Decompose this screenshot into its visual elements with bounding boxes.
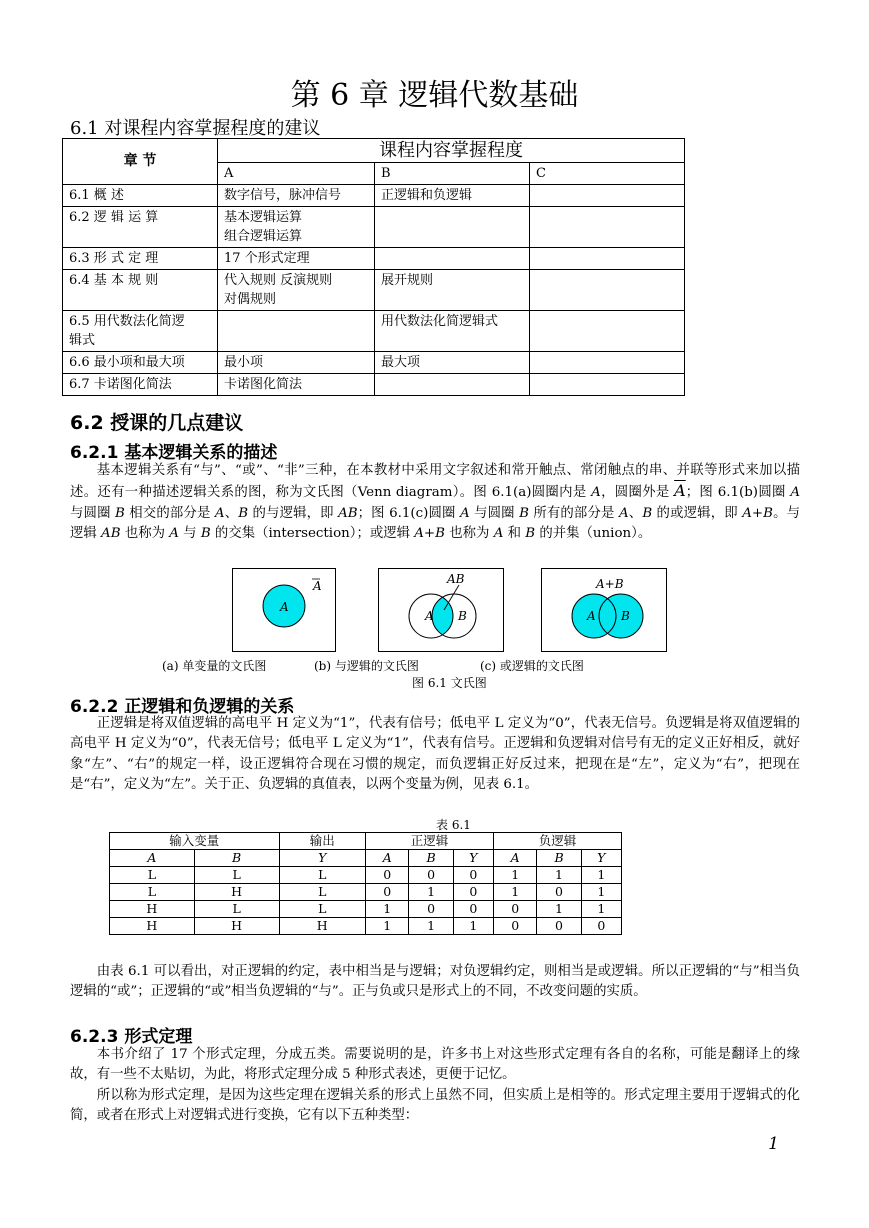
text-run: ；图 6.1(b)圆圈 <box>685 485 791 501</box>
row-level-b-cell <box>375 207 530 248</box>
sub-header-cell: A <box>110 850 195 867</box>
var-b: B <box>525 526 536 542</box>
paragraph-positive-negative-logic <box>70 714 800 796</box>
venn-c-apb-label: A+B <box>596 577 624 591</box>
venn-c-b-label: B <box>621 609 630 623</box>
course-table-row <box>63 374 685 396</box>
text-run: 、 <box>224 505 239 521</box>
truth-table-cell: 1 <box>581 867 621 884</box>
venn-b-b-label: B <box>458 609 467 623</box>
group-header-output: 输出 <box>279 833 365 850</box>
sub-header-cell: A <box>493 850 537 867</box>
text-run: ；图 6.1(c)圆圈 <box>357 505 460 521</box>
truth-table-cell: L <box>279 884 365 901</box>
var-a-plus-b: A+B <box>414 526 445 542</box>
truth-table-cell: 1 <box>409 884 453 901</box>
truth-table-cell: L <box>110 884 195 901</box>
text-run: 、 <box>628 505 643 521</box>
course-table-row <box>63 185 685 207</box>
var-b: B <box>115 505 125 521</box>
venn-b-a-label: A <box>425 609 434 623</box>
section-6-2-1-heading: 6.2.1 基本逻辑关系的描述 <box>70 443 278 463</box>
var-a-plus-b: A+B <box>742 505 773 521</box>
paragraph-formal-theorems <box>70 1045 800 1127</box>
var-a-bar: $\overline{A}$ <box>674 481 686 501</box>
row-level-c-cell <box>530 270 685 311</box>
section-6-1-heading: 6.1 对课程内容掌握程度的建议 <box>70 118 321 139</box>
text-run: ，圆圈外是 <box>600 485 675 501</box>
row-level-b-cell: 最大项 <box>375 352 530 374</box>
row-level-a-cell: 基本逻辑运算 组合逻辑运算 <box>218 207 375 248</box>
row-level-c-cell <box>530 311 685 352</box>
truth-table-cell: L <box>279 867 365 884</box>
text-run: 也称为 <box>120 526 170 542</box>
text-run: 也称为 <box>445 526 494 542</box>
text-run: 基本逻辑关系有“与”、“或”、“非”三种，在本教材中采用文字叙述和常开触点、常闭触点的串、并联等形式来加以描述。还有一种描述逻辑关系的图，称为文氏图（Venn diagram）。图 6.1(a)圆圈内是 <box>70 463 800 501</box>
row-level-a-cell <box>218 311 375 352</box>
row-level-b-cell: 正逻辑和负逻辑 <box>375 185 530 207</box>
venn-caption-a: (a) 单变量的文氏图 <box>162 659 267 673</box>
sub-header-cell: B <box>409 850 453 867</box>
truth-table-cell: 1 <box>493 867 537 884</box>
text-run: 。与逻辑 <box>70 505 800 542</box>
truth-table-row <box>110 918 622 935</box>
paragraph-text: 正逻辑是将双值逻辑的高电平 H 定义为“1”，代表有信号；低电平 L 定义为“0”，代表无信号。负逻辑是将双值逻辑的高电平 H 定义为“0”，代表无信号；低电平 L 定义为“1”，代表有信号。正逻辑和负逻辑对信号有无的定义正好相反，就好象“左”、“右”的规定一样，设正逻辑符合现在习惯的规定，而负逻辑正好反过来，把现在是“左”，定义为“右”，把现在是“右”，定义为“左”。关于正、负逻辑的真值表，以两个变量为例，见表 6.1。 <box>70 716 800 793</box>
section-6-2-2-heading: 6.2.2 正逻辑和负逻辑的关系 <box>70 697 295 717</box>
var-ab: AB <box>101 526 121 542</box>
truth-table-row <box>110 867 622 884</box>
venn-diagram-and <box>378 568 504 652</box>
truth-table-cell: H <box>194 884 279 901</box>
text-run: 与圆圈 <box>469 505 520 521</box>
text-run: 的或逻辑，即 <box>652 505 743 521</box>
row-level-a-cell: 代入规则 反演规则 对偶规则 <box>218 270 375 311</box>
paragraph-text: 由表 6.1 可以看出，对正逻辑的约定，表中相当是与逻辑；对负逻辑约定，则相当是或逻辑。所以正逻辑的“与”相当负逻辑的“或”；正逻辑的“或”相当负逻辑的“与”。正与负或只是形式上的不同，不改变问题的实质。 <box>70 964 800 1000</box>
row-level-a-cell: 最小项 <box>218 352 375 374</box>
text-run: 与 <box>178 526 201 542</box>
venn-caption-c: (c) 或逻辑的文氏图 <box>480 659 584 673</box>
paragraph-basic-logic <box>70 461 800 545</box>
venn-c-a-label: A <box>587 609 596 623</box>
course-table-row <box>63 352 685 374</box>
truth-table-cell: 0 <box>409 867 453 884</box>
truth-table-cell: L <box>194 901 279 918</box>
chapter-title: 第 6 章 逻辑代数基础 <box>290 78 579 113</box>
truth-table <box>109 832 622 935</box>
text-run: 和 <box>503 526 526 542</box>
truth-table-cell: 0 <box>453 901 493 918</box>
row-level-a-cell: 卡诺图化简法 <box>218 374 375 396</box>
truth-table-cell: 0 <box>493 918 537 935</box>
sub-header-cell: B <box>537 850 581 867</box>
truth-table-cell: 1 <box>537 867 581 884</box>
truth-table-cell: 1 <box>581 901 621 918</box>
course-table-row <box>63 311 685 352</box>
paragraph-table-conclusion <box>70 962 800 1003</box>
sub-header-cell: Y <box>279 850 365 867</box>
truth-table-cell: 0 <box>453 867 493 884</box>
sub-header-cell: Y <box>453 850 493 867</box>
col-mastery-header: 课程内容掌握程度 <box>218 139 685 163</box>
truth-table-cell: 1 <box>365 901 409 918</box>
row-section-cell: 6.7 卡诺图化简法 <box>63 374 218 396</box>
level-a-header: A <box>218 163 375 185</box>
course-table-row <box>63 270 685 311</box>
row-level-c-cell <box>530 352 685 374</box>
truth-table-caption: 表 6.1 <box>436 818 471 832</box>
row-section-cell: 6.1 概 述 <box>63 185 218 207</box>
truth-table-cell: L <box>279 901 365 918</box>
truth-table-cell: 1 <box>493 884 537 901</box>
venn-diagram-or <box>541 568 667 652</box>
truth-table-cell: 0 <box>537 918 581 935</box>
row-level-c-cell <box>530 374 685 396</box>
truth-table-cell: H <box>194 918 279 935</box>
var-b: B <box>642 505 653 521</box>
truth-table-cell: H <box>279 918 365 935</box>
level-b-header: B <box>375 163 530 185</box>
var-a: A <box>493 526 504 542</box>
course-table-row <box>63 207 685 248</box>
course-table-row <box>63 248 685 270</box>
var-b: B <box>238 505 249 521</box>
row-level-a-cell: 17 个形式定理 <box>218 248 375 270</box>
text-run: 的交集（intersection）；或逻辑 <box>210 526 415 542</box>
col-section-header: 章 节 <box>63 139 218 185</box>
row-section-cell: 6.6 最小项和最大项 <box>63 352 218 374</box>
section-6-2-heading: 6.2 授课的几点建议 <box>70 412 244 434</box>
var-ab: AB <box>338 505 358 521</box>
var-a: A <box>618 505 629 521</box>
truth-table-cell: H <box>110 918 195 935</box>
truth-table-cell: 1 <box>453 918 493 935</box>
row-section-cell: 6.3 形 式 定 理 <box>63 248 218 270</box>
truth-table-cell: 0 <box>365 884 409 901</box>
row-level-c-cell <box>530 248 685 270</box>
paragraph-text: 所以称为形式定理，是因为这些定理在逻辑关系的形式上虽然不同，但实质上是相等的。形式定理主要用于逻辑式的化简，或者在形式上对逻辑式进行变换，它有以下五种类型： <box>70 1087 800 1124</box>
text-run: 所有的部分是 <box>528 505 619 521</box>
truth-table-cell: 1 <box>537 901 581 918</box>
truth-table-cell: 1 <box>581 884 621 901</box>
text-run: 相交的部分是 <box>124 505 215 521</box>
truth-table-cell: 0 <box>493 901 537 918</box>
var-a: A <box>169 526 179 542</box>
venn-a-label: A <box>280 600 289 614</box>
truth-table-cell: 0 <box>581 918 621 935</box>
truth-table-cell: 0 <box>537 884 581 901</box>
var-a: A <box>591 485 601 501</box>
section-6-2-3-heading: 6.2.3 形式定理 <box>70 1027 193 1047</box>
var-b: B <box>519 505 529 521</box>
venn-b-ab-label: AB <box>447 572 465 586</box>
level-c-header: C <box>530 163 685 185</box>
row-level-b-cell <box>375 248 530 270</box>
truth-table-row <box>110 901 622 918</box>
truth-table-cell: 1 <box>365 918 409 935</box>
var-a: A <box>790 485 800 501</box>
row-section-cell: 6.4 基 本 规 则 <box>63 270 218 311</box>
truth-table-cell: H <box>110 901 195 918</box>
row-level-b-cell <box>375 374 530 396</box>
paragraph-text: 本书介绍了 17 个形式定理，分成五类。需要说明的是，许多书上对这些形式定理有各自的名称，可能是翻译上的缘故，有一些不太贴切，为此，将形式定理分成 5 种形式表述，更便于记忆。 <box>70 1047 800 1083</box>
text-run: 的并集（union）。 <box>535 526 652 542</box>
row-level-c-cell <box>530 185 685 207</box>
var-b: B <box>200 526 211 542</box>
venn-caption-b: (b) 与逻辑的文氏图 <box>314 659 419 673</box>
truth-table-cell: 1 <box>409 918 453 935</box>
truth-table-cell: L <box>194 867 279 884</box>
text-run: 与圆圈 <box>70 505 116 521</box>
row-level-c-cell <box>530 207 685 248</box>
sub-header-cell: A <box>365 850 409 867</box>
truth-table-cell: L <box>110 867 195 884</box>
truth-table-cell: 0 <box>365 867 409 884</box>
venn-diagram-single <box>232 568 336 652</box>
var-a: A <box>214 505 225 521</box>
truth-table-row <box>110 884 622 901</box>
venn-abar-label: A <box>313 579 322 593</box>
group-header-negative: 负逻辑 <box>493 833 621 850</box>
row-level-b-cell: 用代数法化简逻辑式 <box>375 311 530 352</box>
row-level-a-cell: 数字信号，脉冲信号 <box>218 185 375 207</box>
group-header-positive: 正逻辑 <box>365 833 493 850</box>
figure-caption: 图 6.1 文氏图 <box>412 676 487 690</box>
var-a: A <box>459 505 470 521</box>
course-mastery-table <box>62 138 685 396</box>
row-level-b-cell: 展开规则 <box>375 270 530 311</box>
page-number: 1 <box>768 1134 779 1154</box>
truth-table-cell: 0 <box>409 901 453 918</box>
sub-header-cell: Y <box>581 850 621 867</box>
row-section-cell: 6.5 用代数法化简逻 辑式 <box>63 311 218 352</box>
text-run: 的与逻辑，即 <box>248 505 339 521</box>
row-section-cell: 6.2 逻 辑 运 算 <box>63 207 218 248</box>
sub-header-cell: B <box>194 850 279 867</box>
group-header-input: 输入变量 <box>110 833 280 850</box>
truth-table-cell: 0 <box>453 884 493 901</box>
